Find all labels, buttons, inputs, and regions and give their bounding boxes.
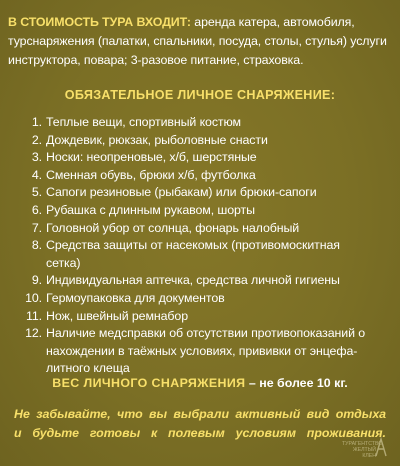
tour-includes-text: аренда катера, автомобиля, турснаряжения (палатки, спальники, посуда, столы, стулья) услуги инструктора, повара; 3-разовое питание, страховка.	[8, 15, 387, 67]
required-gear-list	[0, 114, 400, 378]
gear-item-text: Головной убор от солнца, фонарь налобный	[46, 220, 300, 235]
gear-item-number: 4.	[31, 167, 42, 182]
gear-item-number: 12.	[25, 326, 42, 341]
gear-item-text: Дождевик, рюкзак, рыболовные снасти	[46, 132, 268, 147]
gear-list-item	[0, 202, 400, 220]
gear-item-text: Индивидуальная аптечка, средства личной гигиены	[46, 273, 340, 288]
agency-logo-text: ТУРАГЕНТСТВО ЖЕЛТЫЙ КЛЕН	[342, 441, 383, 459]
gear-item-number: 8.	[31, 238, 42, 253]
gear-list-item	[0, 132, 400, 150]
reminder-line-2: и будьте готовы к полевым условиям проживания.	[14, 426, 386, 440]
gear-item-number: 11.	[25, 308, 42, 323]
gear-item-number: 5.	[31, 185, 42, 200]
reminder-note	[14, 405, 386, 443]
reminder-line-1: Не забывайте, что вы выбрали активный вид отдыха	[14, 407, 386, 421]
gear-weight-value: – не более 10 кг.	[245, 376, 348, 390]
gear-item-text: Сменная обувь, брюки х/б, футболка	[46, 167, 256, 182]
required-gear-heading: ОБЯЗАТЕЛЬНОЕ ЛИЧНОЕ СНАРЯЖЕНИЕ:	[64, 88, 336, 102]
gear-weight-label: ВЕС ЛИЧНОГО СНАРЯЖЕНИЯ	[52, 376, 246, 390]
gear-item-number: 6.	[31, 202, 42, 217]
gear-item-number: 7.	[31, 220, 42, 235]
gear-list-item	[0, 114, 400, 132]
tour-includes-paragraph	[8, 13, 394, 70]
gear-item-number: 3.	[31, 150, 42, 165]
gear-list-item	[0, 149, 400, 167]
gear-item-number: 10.	[25, 290, 42, 305]
gear-item-text: Рубашка с длинным рукавом, шорты	[46, 202, 255, 217]
gear-list-item	[0, 325, 400, 378]
gear-list-item	[0, 167, 400, 185]
gear-item-text: Носки: неопреновые, х/б, шерстяные	[46, 150, 257, 165]
gear-list-item	[0, 290, 400, 308]
gear-item-text: Наличие медсправки об отсутствии противопоказаний о нахождении в таёжных условиях, прививки от энцефа-литного клеща	[46, 326, 366, 376]
gear-list-item	[0, 272, 400, 290]
gear-list-item	[0, 237, 400, 272]
tour-includes-heading: В СТОИМОСТЬ ТУРА ВХОДИТ:	[8, 15, 191, 29]
gear-item-number: 2.	[31, 132, 42, 147]
gear-item-text: Теплые вещи, спортивный костюм	[46, 115, 241, 129]
gear-item-text: Сапоги резиновые (рыбакам) или брюки-сапоги	[46, 185, 317, 200]
gear-list-item	[0, 220, 400, 238]
gear-item-number: 9.	[31, 273, 42, 288]
gear-item-text: Средства защиты от насекомых (противомоскитная сетка)	[46, 238, 340, 270]
gear-item-number: 1.	[31, 115, 42, 129]
gear-list-item	[0, 308, 400, 326]
gear-item-text: Нож, швейный ремнабор	[46, 308, 188, 323]
agency-logo	[342, 437, 388, 459]
gear-item-text: Гермоупаковка для документов	[46, 290, 225, 305]
gear-weight-line	[0, 376, 400, 390]
gear-list-item	[0, 184, 400, 202]
maple-leaf-icon	[374, 437, 388, 457]
